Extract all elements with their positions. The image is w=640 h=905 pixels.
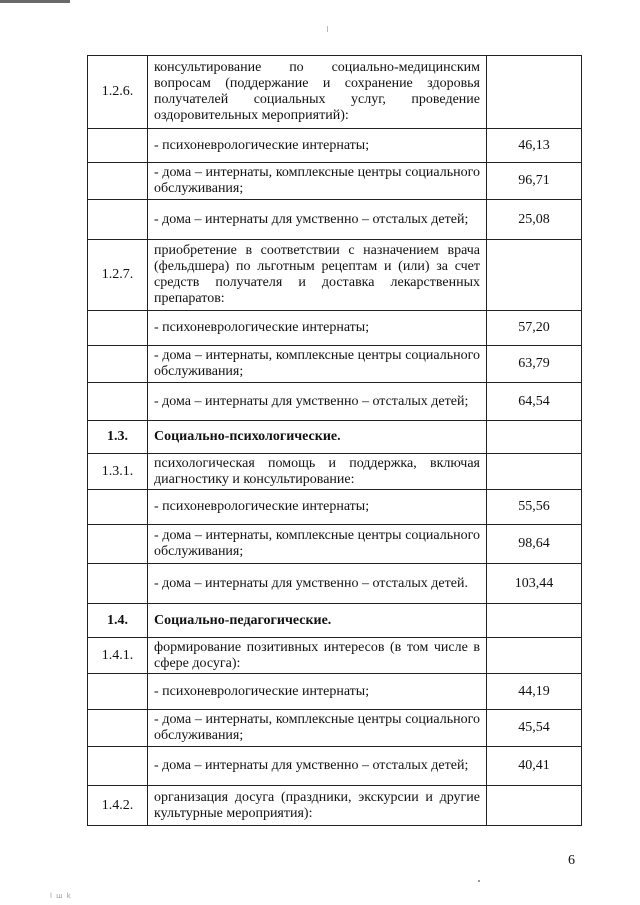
item-number <box>88 710 148 747</box>
section-title: Социально-педагогические. <box>148 604 487 638</box>
item-number <box>88 490 148 525</box>
item-description: - дома – интернаты, комплексные центры социального обслуживания; <box>148 163 487 200</box>
item-description: - психоневрологические интернаты; <box>148 674 487 710</box>
item-number <box>88 747 148 786</box>
table-row <box>88 200 582 240</box>
item-price <box>487 786 582 826</box>
item-description: формирование позитивных интересов (в том числе в сфере досуга): <box>148 638 487 674</box>
section-header-row <box>88 421 582 454</box>
item-price: 98,64 <box>487 525 582 564</box>
item-description: - дома – интернаты, комплексные центры социального обслуживания; <box>148 710 487 747</box>
table-row <box>88 240 582 311</box>
item-number <box>88 163 148 200</box>
scan-speck <box>327 26 328 32</box>
item-description: - дома – интернаты, комплексные центры социального обслуживания; <box>148 346 487 383</box>
item-number <box>88 564 148 604</box>
table-row <box>88 710 582 747</box>
page-number: 6 <box>568 853 575 868</box>
table-row <box>88 786 582 826</box>
scan-speck <box>478 880 480 882</box>
table-row <box>88 674 582 710</box>
services-tariff-table <box>87 55 582 826</box>
item-price: 103,44 <box>487 564 582 604</box>
item-price: 40,41 <box>487 747 582 786</box>
item-price: 45,54 <box>487 710 582 747</box>
item-description: - дома – интернаты для умственно – отсталых детей; <box>148 383 487 421</box>
table-row <box>88 490 582 525</box>
item-description: психологическая помощь и поддержка, включая диагностику и консультирование: <box>148 454 487 490</box>
item-price <box>487 638 582 674</box>
item-price <box>487 604 582 638</box>
item-number: 1.3.1. <box>88 454 148 490</box>
section-number: 1.3. <box>88 421 148 454</box>
item-price: 55,56 <box>487 490 582 525</box>
item-number: 1.2.7. <box>88 240 148 311</box>
item-description: - психоневрологические интернаты; <box>148 311 487 346</box>
item-number: 1.4.1. <box>88 638 148 674</box>
item-price: 64,54 <box>487 383 582 421</box>
item-description: приобретение в соответствии с назначением врача (фельдшера) по льготным рецептам и (или) за счет средств получателя и доставка лекарственных препаратов: <box>148 240 487 311</box>
item-price <box>487 240 582 311</box>
table-row <box>88 129 582 163</box>
item-number <box>88 311 148 346</box>
item-price: 46,13 <box>487 129 582 163</box>
table-row <box>88 311 582 346</box>
item-number: 1.4.2. <box>88 786 148 826</box>
item-number <box>88 674 148 710</box>
item-description: - дома – интернаты для умственно – отсталых детей; <box>148 200 487 240</box>
item-price: 25,08 <box>487 200 582 240</box>
table-row <box>88 564 582 604</box>
item-number <box>88 129 148 163</box>
item-description: - дома – интернаты для умственно – отсталых детей. <box>148 564 487 604</box>
item-description: консультирование по социально-медицинским вопросам (поддержание и сохранение здоровья получателей социальных услуг, проведение оздоровительных мероприятий): <box>148 56 487 129</box>
item-description: - психоневрологические интернаты; <box>148 490 487 525</box>
item-description: - дома – интернаты, комплексные центры социального обслуживания; <box>148 525 487 564</box>
table-row <box>88 56 582 129</box>
item-price <box>487 421 582 454</box>
item-price: 63,79 <box>487 346 582 383</box>
item-description: организация досуга (праздники, экскурсии и другие культурные мероприятия): <box>148 786 487 826</box>
section-number: 1.4. <box>88 604 148 638</box>
scan-footer-fragment: l ш k <box>50 892 72 900</box>
table-row <box>88 163 582 200</box>
item-number <box>88 200 148 240</box>
table-row <box>88 638 582 674</box>
item-price: 44,19 <box>487 674 582 710</box>
item-number: 1.2.6. <box>88 56 148 129</box>
item-description: - психоневрологические интернаты; <box>148 129 487 163</box>
section-title: Социально-психологические. <box>148 421 487 454</box>
item-price <box>487 454 582 490</box>
item-description: - дома – интернаты для умственно – отсталых детей; <box>148 747 487 786</box>
item-number <box>88 383 148 421</box>
table-row <box>88 525 582 564</box>
item-price: 96,71 <box>487 163 582 200</box>
table-row <box>88 454 582 490</box>
table-row <box>88 747 582 786</box>
scan-edge-mark <box>0 0 70 3</box>
section-header-row <box>88 604 582 638</box>
item-number <box>88 346 148 383</box>
table-row <box>88 346 582 383</box>
item-price: 57,20 <box>487 311 582 346</box>
table-row <box>88 383 582 421</box>
item-price <box>487 56 582 129</box>
item-number <box>88 525 148 564</box>
